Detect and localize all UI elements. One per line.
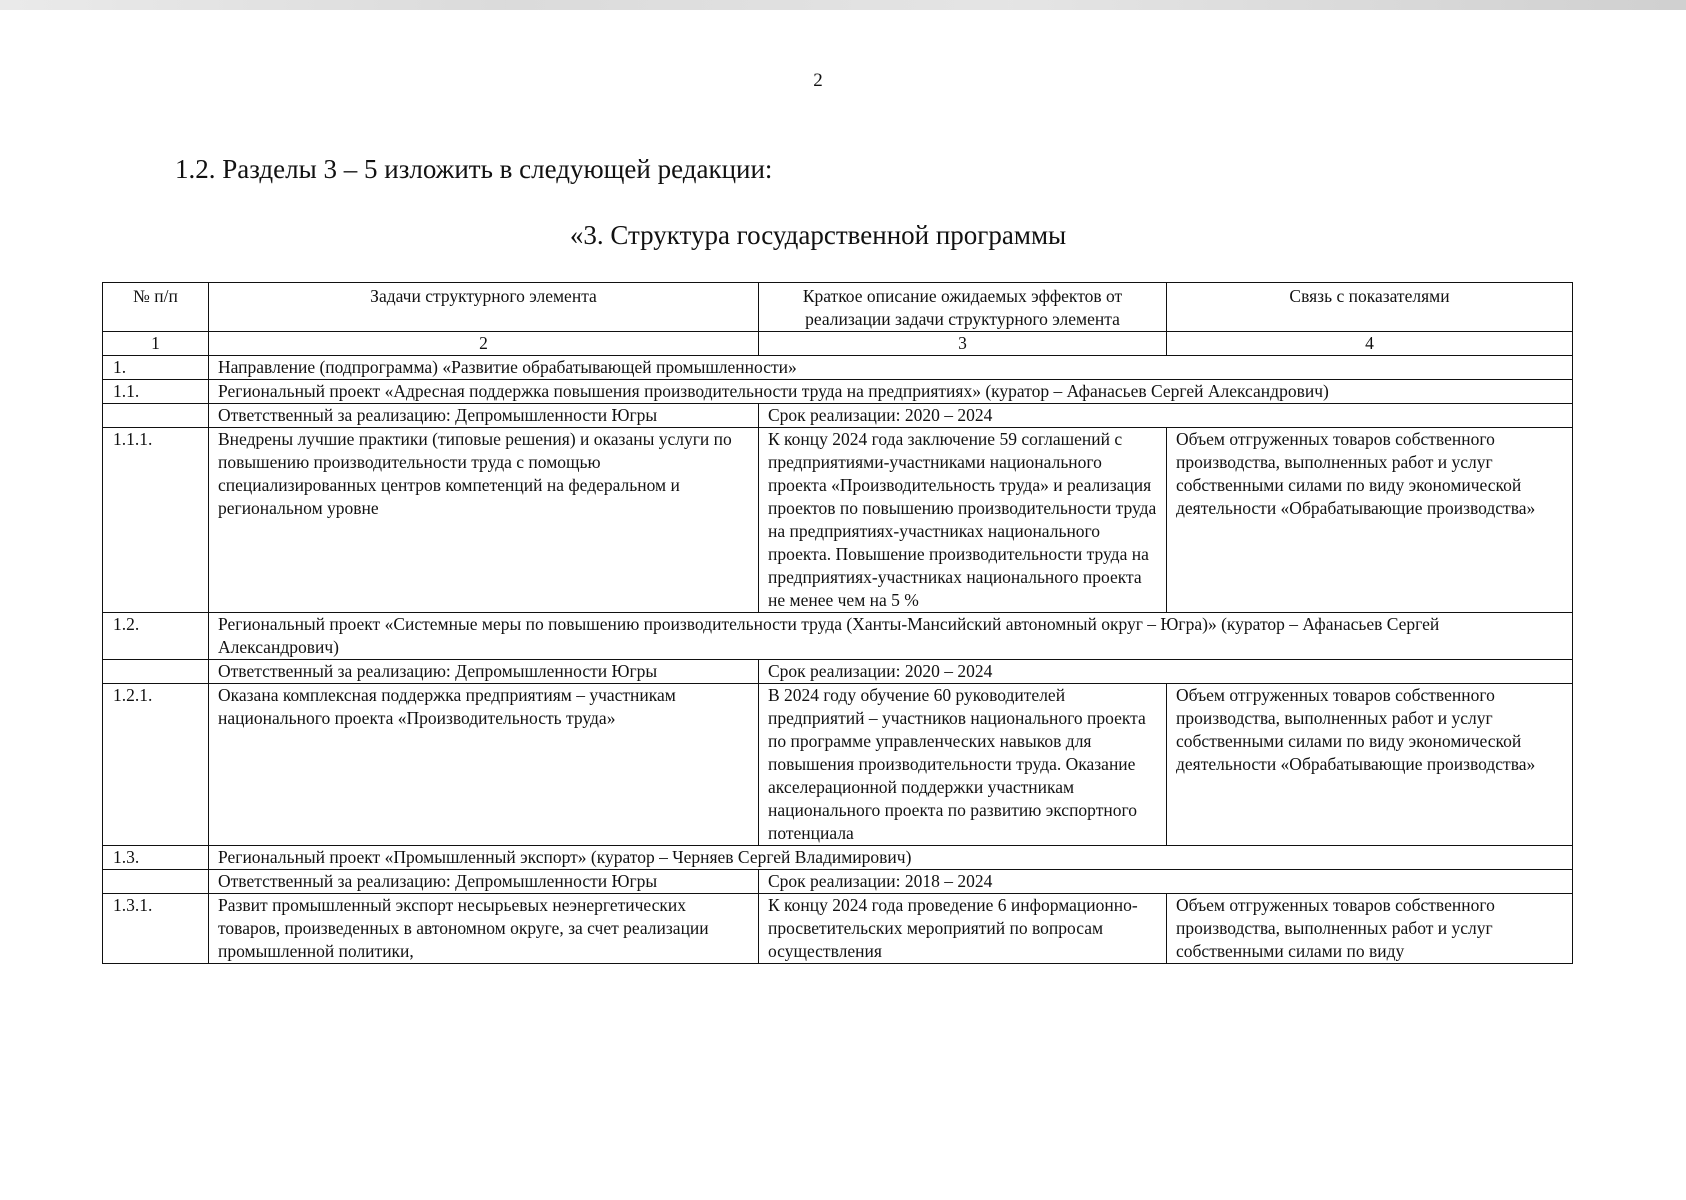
task-cell: Развит промышленный экспорт несырьевых неэнергетических товаров, произведенных в автономном округе, за счет реализации промышленной политики, xyxy=(209,894,759,964)
column-number-cell: 3 xyxy=(759,332,1167,356)
page-number: 2 xyxy=(813,70,823,91)
indicator-cell: Объем отгруженных товаров собственного производства, выполненных работ и услуг собственными силами по виду xyxy=(1167,894,1573,964)
section-title: «3. Структура государственной программы xyxy=(569,220,1067,250)
table-row xyxy=(103,404,1573,428)
effect-cell: К концу 2024 года проведение 6 информационно-просветительских мероприятий по вопросам осуществления xyxy=(759,894,1167,964)
table-row xyxy=(103,660,1573,684)
table-row xyxy=(103,428,1573,613)
row-number: 1.3.1. xyxy=(103,894,209,964)
table-row xyxy=(103,356,1573,380)
header-cell-task: Задачи структурного элемента xyxy=(209,283,759,332)
indicator-cell: Объем отгруженных товаров собственного производства, выполненных работ и услуг собственными силами по виду экономической деятельности «Обрабатывающие производства» xyxy=(1167,428,1573,613)
row-number: 1.3. xyxy=(103,846,209,870)
table-row xyxy=(103,870,1573,894)
table-row xyxy=(103,684,1573,846)
empty-cell xyxy=(103,404,209,428)
column-number-cell: 1 xyxy=(103,332,209,356)
row-number: 1. xyxy=(103,356,209,380)
header-cell-number: № п/п xyxy=(103,283,209,332)
table-row xyxy=(103,380,1573,404)
task-cell: Внедрены лучшие практики (типовые решения) и оказаны услуги по повышению производительности труда с помощью специализированных центров компетенций на федеральном и региональном уровне xyxy=(209,428,759,613)
table-row xyxy=(103,894,1573,964)
term-cell: Срок реализации: 2020 – 2024 xyxy=(759,660,1573,684)
row-number: 1.1.1. xyxy=(103,428,209,613)
indicator-cell: Объем отгруженных товаров собственного производства, выполненных работ и услуг собственными силами по виду экономической деятельности «Обрабатывающие производства» xyxy=(1167,684,1573,846)
column-number-cell: 2 xyxy=(209,332,759,356)
term-cell: Срок реализации: 2018 – 2024 xyxy=(759,870,1573,894)
table-header-row xyxy=(103,283,1573,332)
responsible-cell: Ответственный за реализацию: Депромышленности Югры xyxy=(209,660,759,684)
direction-title: Направление (подпрограмма) «Развитие обрабатывающей промышленности» xyxy=(209,356,1573,380)
header-cell-indicator: Связь с показателями xyxy=(1167,283,1573,332)
program-structure-table xyxy=(102,282,1573,964)
responsible-cell: Ответственный за реализацию: Депромышленности Югры xyxy=(209,870,759,894)
project-title: Региональный проект «Системные меры по повышению производительности труда (Ханты-Мансийский автономный округ – Югра)» (куратор – Афанасьев Сергей Александрович) xyxy=(209,613,1573,660)
project-title: Региональный проект «Адресная поддержка повышения производительности труда на предприятиях» (куратор – Афанасьев Сергей Александрович) xyxy=(209,380,1573,404)
row-number: 1.2.1. xyxy=(103,684,209,846)
project-title: Региональный проект «Промышленный экспорт» (куратор – Черняев Сергей Владимирович) xyxy=(209,846,1573,870)
scan-edge-artifact xyxy=(0,0,1686,10)
empty-cell xyxy=(103,870,209,894)
table-row xyxy=(103,613,1573,660)
effect-cell: В 2024 году обучение 60 руководителей предприятий – участников национального проекта по программе управленческих навыков для повышения производительности труда. Оказание акселерационной поддержки участникам национального проекта по развитию экспортного потенциала xyxy=(759,684,1167,846)
header-cell-effect: Краткое описание ожидаемых эффектов от реализации задачи структурного элемента xyxy=(759,283,1167,332)
term-cell: Срок реализации: 2020 – 2024 xyxy=(759,404,1573,428)
table-row xyxy=(103,846,1573,870)
responsible-cell: Ответственный за реализацию: Депромышленности Югры xyxy=(209,404,759,428)
row-number: 1.1. xyxy=(103,380,209,404)
column-number-cell: 4 xyxy=(1167,332,1573,356)
column-number-row xyxy=(103,332,1573,356)
empty-cell xyxy=(103,660,209,684)
row-number: 1.2. xyxy=(103,613,209,660)
amendment-intro: 1.2. Разделы 3 – 5 изложить в следующей редакции: xyxy=(175,154,773,184)
effect-cell: К концу 2024 года заключение 59 соглашений с предприятиями-участниками национального проекта «Производительность труда» и реализация проектов по повышению производительности труда на предприятиях-участниках национального проекта. Повышение производительности труда на предприятиях-участниках национального проекта не менее чем на 5 % xyxy=(759,428,1167,613)
task-cell: Оказана комплексная поддержка предприятиям – участникам национального проекта «Производительность труда» xyxy=(209,684,759,846)
